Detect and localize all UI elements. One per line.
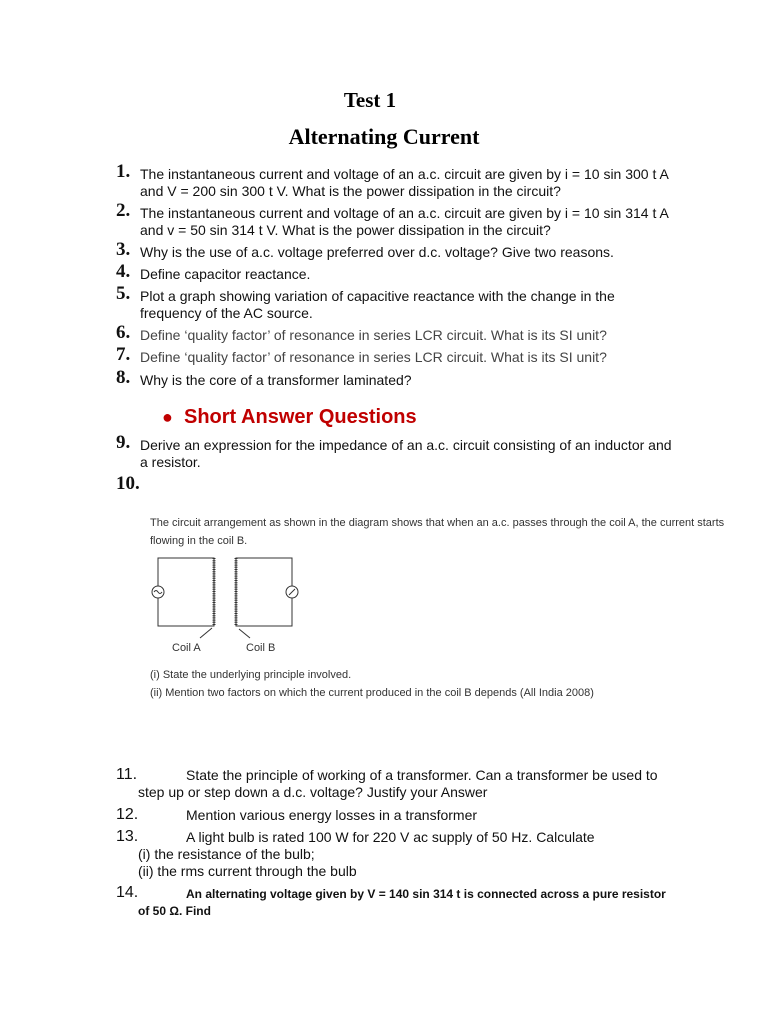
question-1 <box>116 161 676 200</box>
question-number: 9. <box>116 432 131 453</box>
question-text-cont: of 50 Ω. Find <box>138 904 211 918</box>
question-text: The instantaneous current and voltage of an a.c. circuit are given by i = 10 sin 300 t A and V = 200 sin 300 t V. What is the power dissipation in the circuit? <box>140 166 669 199</box>
question-2 <box>116 200 676 239</box>
question-text: Mention various energy losses in a transformer <box>186 807 478 823</box>
question-14 <box>116 885 676 920</box>
question-text: Define ‘quality factor’ of resonance in series LCR circuit. What is its SI unit? <box>140 327 607 343</box>
question-11 <box>116 767 676 801</box>
question-text: A light bulb is rated 100 W for 220 V ac supply of 50 Hz. Calculate <box>186 829 595 845</box>
question-number: 4. <box>116 261 131 282</box>
coil-a-label: Coil A <box>172 642 201 654</box>
question-text: The instantaneous current and voltage of an a.c. circuit are given by i = 10 sin 314 t A and v = 50 sin 314 t V. What is the power dissipation in the circuit? <box>140 205 669 238</box>
question-3 <box>116 239 676 261</box>
question-number: 6. <box>116 322 131 343</box>
question-number: 1. <box>116 161 131 182</box>
bullet-icon: ● <box>162 407 173 427</box>
question-12 <box>116 807 676 824</box>
question-number: 3. <box>116 239 131 260</box>
question-text: Define ‘quality factor’ of resonance in series LCR circuit. What is its SI unit? <box>140 349 607 365</box>
question-number: 11. <box>116 766 138 783</box>
question-number: 5. <box>116 283 131 304</box>
question-number: 10. <box>116 473 140 494</box>
question-text: Derive an expression for the impedance of an a.c. circuit consisting of an inductor and a resistor. <box>140 437 672 470</box>
question-5 <box>116 283 676 322</box>
question-text: State the principle of working of a transformer. Can a transformer be used to <box>186 767 658 783</box>
question-text-cont: step up or step down a d.c. voltage? Justify your Answer <box>138 784 488 800</box>
question-number: 7. <box>116 344 131 365</box>
question-text: Define capacitor reactance. <box>140 266 311 282</box>
question-text: Why is the use of a.c. voltage preferred over d.c. voltage? Give two reasons. <box>140 244 614 260</box>
coil-b-circuit <box>236 558 292 626</box>
test-title: Test 1 <box>343 88 397 112</box>
question-text-cont: (i) the resistance of the bulb; <box>138 846 315 862</box>
question-6 <box>116 322 676 344</box>
circuit-figure <box>150 514 730 714</box>
page-title: Alternating Current <box>288 124 480 149</box>
question-text: Why is the core of a transformer laminated? <box>140 372 412 388</box>
question-number: 8. <box>116 367 131 388</box>
question-number: 2. <box>116 200 131 221</box>
question-4 <box>116 261 676 283</box>
question-text: Plot a graph showing variation of capacitive reactance with the change in the frequency of the AC source. <box>140 288 615 321</box>
question-number: 13. <box>116 828 139 845</box>
coil-a-circuit <box>158 558 214 626</box>
question-number: 14. <box>116 884 139 901</box>
coil-b-label: Coil B <box>246 642 276 654</box>
question-13 <box>116 829 676 880</box>
section-title: Short Answer Questions <box>184 406 417 428</box>
figure-part-ii: (ii) Mention two factors on which the current produced in the coil B depends (All India 2008) <box>150 687 594 699</box>
question-text-cont: (ii) the rms current through the bulb <box>138 863 357 879</box>
question-text: An alternating voltage given by V = 140 sin 314 t is connected across a pure resistor <box>186 887 666 901</box>
question-number: 12. <box>116 806 139 823</box>
question-7 <box>116 344 676 366</box>
section-heading <box>162 406 417 429</box>
question-8 <box>116 367 676 389</box>
figure-intro: The circuit arrangement as shown in the diagram shows that when an a.c. passes through the coil A, the current starts flowing in the coil B. <box>150 517 725 547</box>
question-9 <box>116 432 676 471</box>
figure-part-i: (i) State the underlying principle involved. <box>150 669 352 681</box>
